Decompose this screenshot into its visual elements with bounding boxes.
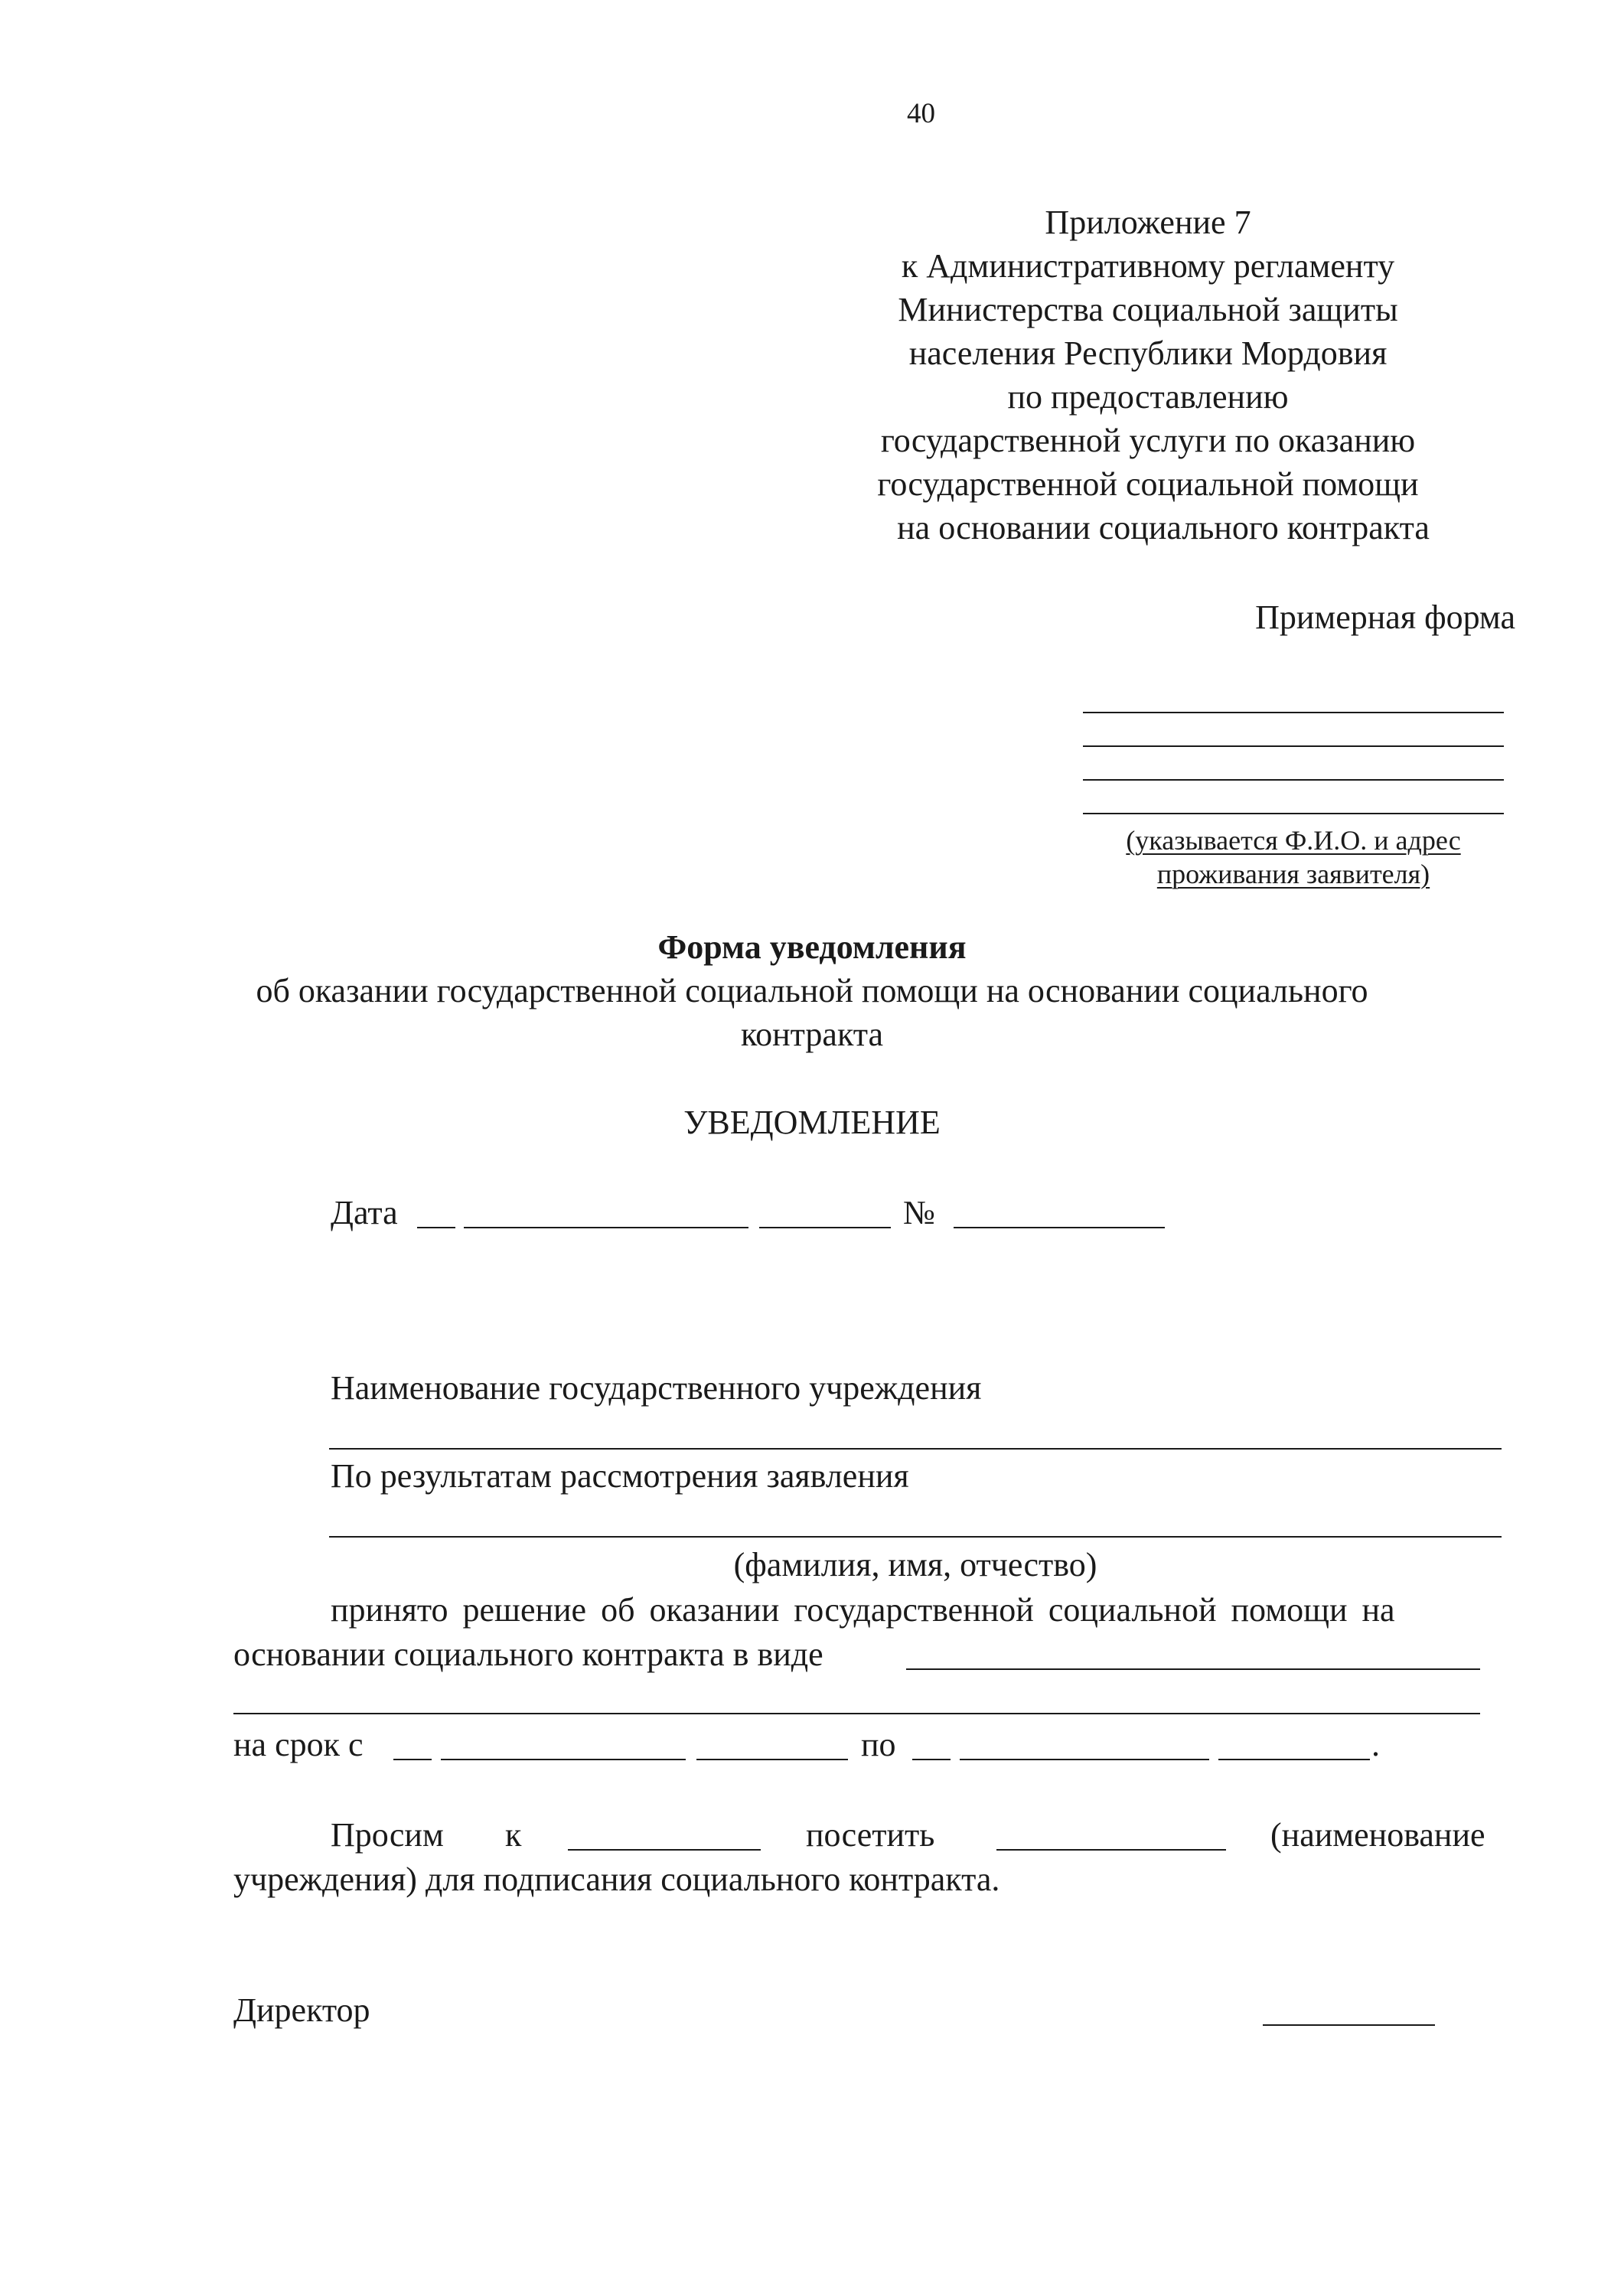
annex-line-1: Приложение 7	[1045, 204, 1251, 241]
invite-word-4: (наименование	[1270, 1816, 1485, 1854]
page-number: 40	[907, 98, 935, 129]
invite-word-3: посетить	[806, 1816, 935, 1854]
notice-heading: УВЕДОМЛЕНИЕ	[683, 1104, 941, 1141]
term-start-day-field[interactable]	[393, 1759, 432, 1760]
recipient-line-3[interactable]	[1083, 779, 1504, 781]
annex-block	[842, 201, 1454, 550]
date-year-field[interactable]	[759, 1227, 891, 1228]
date-day-field[interactable]	[417, 1227, 455, 1228]
invitee-field[interactable]	[568, 1849, 761, 1851]
form-title: Форма уведомления	[657, 928, 967, 966]
invite-line-2: учреждения) для подписания социального контракта.	[233, 1861, 1000, 1898]
annex-line-4: населения Республики Мордовия	[908, 334, 1388, 372]
annex-line-3: Министерства социальной защиты	[898, 291, 1398, 328]
date-label: Дата	[331, 1194, 398, 1231]
term-end: .	[1371, 1726, 1380, 1763]
number-sign: №	[903, 1194, 935, 1231]
invite-word-1: Просим	[331, 1816, 444, 1854]
assistance-type-field-continued[interactable]	[233, 1713, 1480, 1714]
term-start-year-field[interactable]	[696, 1759, 848, 1760]
review-label: По результатам рассмотрения заявления	[331, 1457, 909, 1495]
term-end-month-field[interactable]	[960, 1759, 1209, 1760]
recipient-line-4[interactable]	[1083, 813, 1504, 814]
annex-line-7: государственной социальной помощи	[877, 465, 1419, 503]
term-prefix: на срок с	[233, 1726, 364, 1763]
assistance-type-field[interactable]	[906, 1668, 1480, 1670]
sample-form-label: Примерная форма	[1255, 598, 1515, 636]
institution-field[interactable]	[329, 1448, 1502, 1450]
recipient-line-1[interactable]	[1083, 712, 1504, 713]
annex-line-5: по предоставлению	[1007, 378, 1289, 416]
institution-label: Наименование государственного учреждения	[331, 1369, 982, 1407]
annex-line-2: к Административному регламенту	[901, 247, 1395, 285]
term-middle: по	[861, 1726, 896, 1763]
annex-line-8: на основании социального контракта	[897, 509, 1430, 546]
visit-place-field[interactable]	[996, 1849, 1226, 1851]
term-end-day-field[interactable]	[912, 1759, 951, 1760]
term-end-year-field[interactable]	[1218, 1759, 1370, 1760]
invite-word-2: к	[505, 1816, 522, 1854]
recipient-caption-line-1: (указывается Ф.И.О. и адрес	[1126, 825, 1461, 856]
form-subtitle-line-2: контракта	[740, 1016, 884, 1053]
decision-line-2: основании социального контракта в виде	[233, 1636, 823, 1673]
notice-number-field[interactable]	[954, 1227, 1165, 1228]
director-label: Директор	[233, 1991, 370, 2029]
decision-text-1: принято решение об оказании государственной социальной помощи на	[331, 1591, 1395, 1629]
applicant-name-field[interactable]	[329, 1536, 1502, 1538]
annex-line-6: государственной услуги по оказанию	[880, 422, 1416, 459]
date-month-field[interactable]	[464, 1227, 748, 1228]
recipient-caption-line-2: проживания заявителя)	[1156, 859, 1430, 889]
term-start-month-field[interactable]	[441, 1759, 686, 1760]
decision-line-1	[331, 1593, 1515, 1627]
form-subtitle-line-1: об оказании государственной социальной помощи на основании социального	[256, 972, 1368, 1009]
director-signature-field[interactable]	[1263, 2024, 1435, 2026]
recipient-line-2[interactable]	[1083, 745, 1504, 747]
fio-caption: (фамилия, имя, отчество)	[733, 1546, 1097, 1583]
